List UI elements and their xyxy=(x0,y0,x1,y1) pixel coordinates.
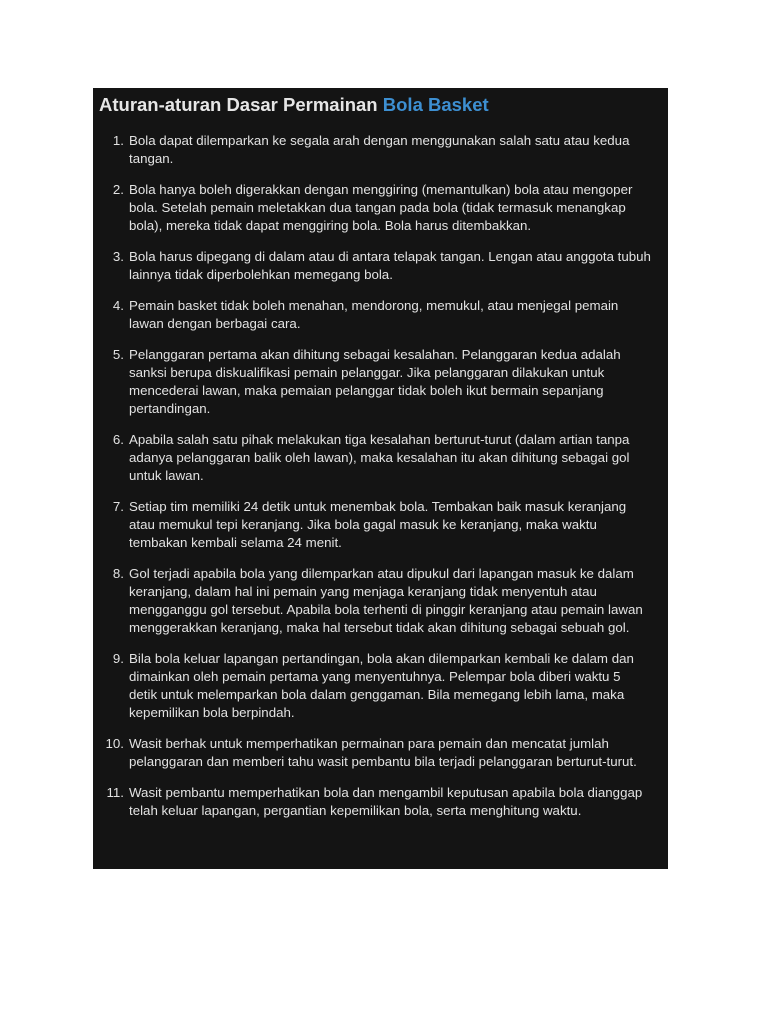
rule-item xyxy=(99,784,652,820)
rule-text: Setiap tim memiliki 24 detik untuk menembak bola. Tembakan baik masuk keranjang atau memukul tepi keranjang. Jika bola gagal masuk ke keranjang, maka waktu tembakan kembali selama 24 menit. xyxy=(129,499,627,550)
rule-number: 3. xyxy=(112,249,124,264)
rule-text: Bola harus dipegang di dalam atau di antara telapak tangan. Lengan atau anggota tubuh lainnya tidak diperbolehkan memegang bola. xyxy=(129,249,651,282)
rule-item xyxy=(99,248,652,284)
rule-text: Bola dapat dilemparkan ke segala arah dengan menggunakan salah satu atau kedua tangan. xyxy=(129,133,630,166)
rule-text: Wasit pembantu memperhatikan bola dan mengambil keputusan apabila bola dianggap telah keluar lapangan, pergantian kepemilikan bola, serta menghitung waktu. xyxy=(129,785,643,818)
rules-card xyxy=(93,88,668,869)
rule-number: 5. xyxy=(112,347,124,362)
title-accent: Bola Basket xyxy=(382,94,489,115)
rule-number: 10. xyxy=(105,736,124,751)
rule-number: 2. xyxy=(112,182,124,197)
rule-number: 6. xyxy=(112,432,124,447)
title-main: Aturan-aturan Dasar Permainan xyxy=(99,94,378,115)
rule-text: Pemain basket tidak boleh menahan, mendorong, memukul, atau menjegal pemain lawan dengan berbagai cara. xyxy=(129,298,619,331)
rule-text: Bola hanya boleh digerakkan dengan menggiring (memantulkan) bola atau mengoper bola. Setelah pemain meletakkan dua tangan pada bola (tidak termasuk menangkap bola), mereka tidak dapat menggiring bola. Bola harus ditembakkan. xyxy=(129,182,633,233)
rule-item xyxy=(99,565,652,637)
rule-item xyxy=(99,735,652,771)
page-title xyxy=(99,92,652,118)
rule-number: 7. xyxy=(112,499,124,514)
rule-number: 11. xyxy=(106,785,124,800)
rule-number: 1. xyxy=(112,133,124,148)
rule-text: Apabila salah satu pihak melakukan tiga kesalahan berturut-turut (dalam artian tanpa adanya pelanggaran balik oleh lawan), maka kesalahan itu akan dihitung sebagai gol untuk lawan. xyxy=(129,432,630,483)
rule-item xyxy=(99,297,652,333)
rule-text: Bila bola keluar lapangan pertandingan, bola akan dilemparkan kembali ke dalam dan dimainkan oleh pemain pertama yang menyentuhnya. Pelempar bola diberi waktu 5 detik untuk melemparkan bola dalam genggaman. Bila memegang lebih lama, maka kepemilikan bola berpindah. xyxy=(129,651,634,720)
rule-number: 4. xyxy=(112,298,124,313)
rule-number: 8. xyxy=(112,566,124,581)
rule-text: Gol terjadi apabila bola yang dilemparkan atau dipukul dari lapangan masuk ke dalam keranjang, dalam hal ini pemain yang menjaga keranjang tidak menyentuh atau mengganggu gol tersebut. Apabila bola terhenti di pinggir keranjang atau pemain lawan menggerakkan keranjang, maka hal tersebut tidak akan dihitung sebagai sebuah gol. xyxy=(129,566,643,635)
rule-item xyxy=(99,650,652,722)
rule-item xyxy=(99,181,652,235)
rules-list xyxy=(99,132,652,820)
rule-item xyxy=(99,346,652,418)
rule-item xyxy=(99,498,652,552)
rule-number: 9. xyxy=(112,651,124,666)
rule-item xyxy=(99,431,652,485)
rule-item xyxy=(99,132,652,168)
rule-text: Wasit berhak untuk memperhatikan permainan para pemain dan mencatat jumlah pelanggaran dan memberi tahu wasit pembantu bila terjadi pelanggaran berturut-turut. xyxy=(129,736,637,769)
rule-text: Pelanggaran pertama akan dihitung sebagai kesalahan. Pelanggaran kedua adalah sanksi berupa diskualifikasi pemain pelanggar. Jika pelanggaran dilakukan untuk mencederai lawan, maka pemaian pelanggar tidak boleh ikut bermain sepanjang pertandingan. xyxy=(129,347,621,416)
